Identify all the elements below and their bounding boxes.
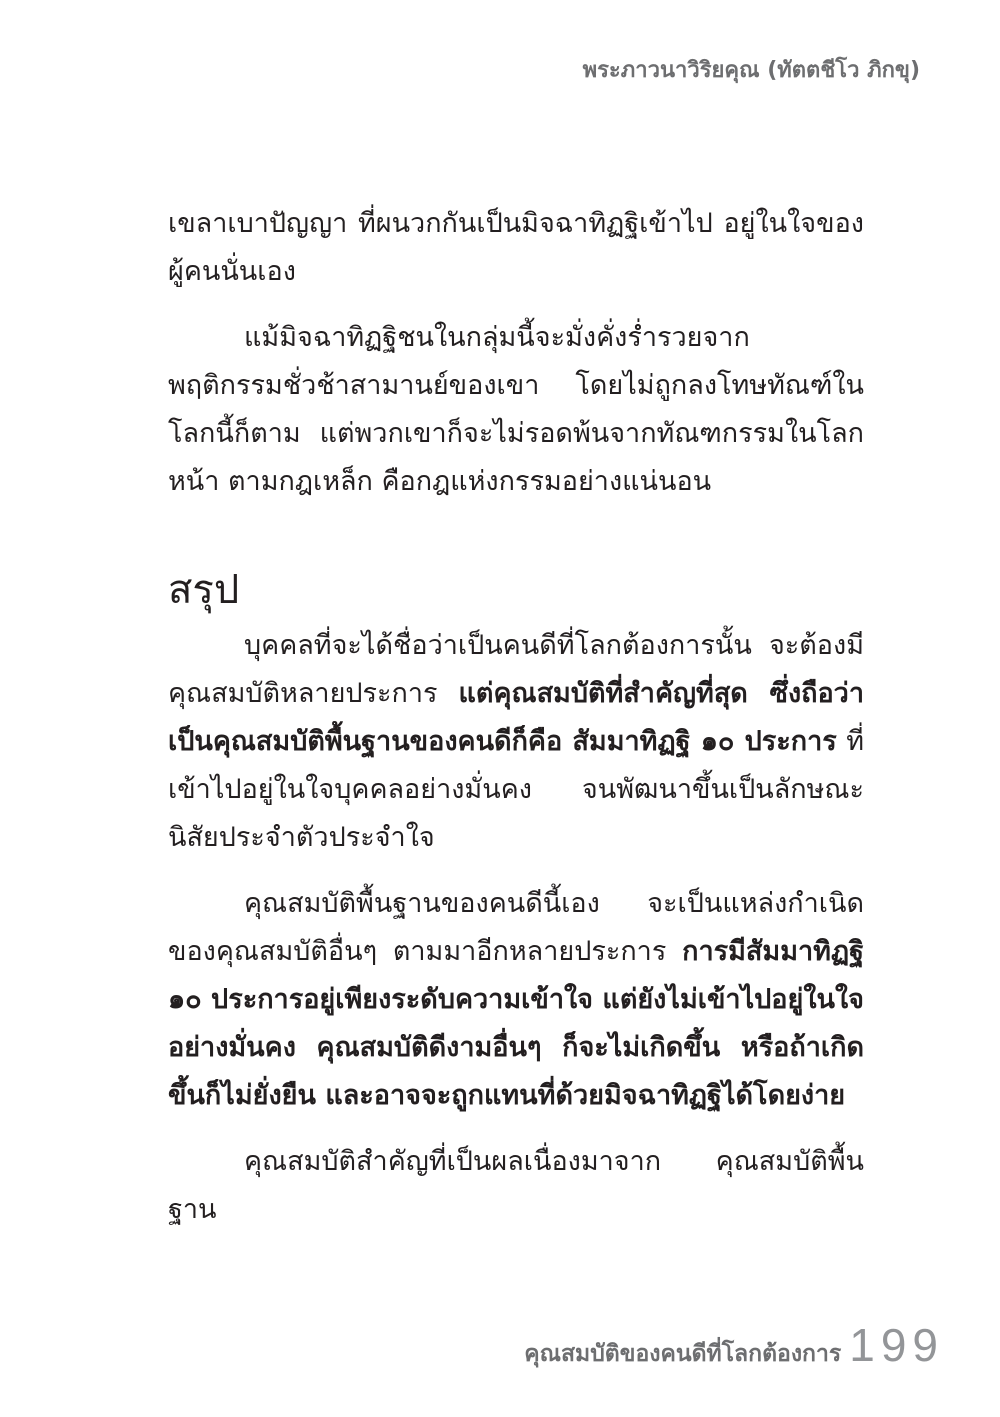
- body-text: [168, 200, 864, 1252]
- running-head: พระภาวนาวิริยคุณ (ทัตตชีโว ภิกขุ): [582, 58, 920, 83]
- paragraph-1: เขลาเบาปัญญา ที่ผนวกกันเป็นมิจฉาทิฏฐิเข้าไป อยู่ในใจของผู้คนนั่นเอง: [168, 208, 864, 287]
- page-number: 199: [849, 1319, 944, 1371]
- footer-title: คุณสมบัติของคนดีที่โลกต้องการ: [524, 1341, 842, 1367]
- paragraph-4-bold: การมีสัมมาทิฏฐิ ๑๐ ประการอยู่เพียงระดับความเข้าใจ แต่ยังไม่เข้าไปอยู่ในใจอย่างมั่นคง คุณสมบัติดีงามอื่นๆ ก็จะไม่เกิดขึ้น หรือถ้าเกิดขึ้นก็ไม่ยั่งยืน และอาจจะถูกแทนที่ด้วยมิจฉาทิฏฐิได้โดยง่าย: [168, 936, 864, 1111]
- paragraph-4-lead: คุณสมบัติพื้นฐานของคนดีนี้เอง จะเป็นแหล่งกำเนิดของคุณสมบัติอื่นๆ ตามมาอีกหลายประการ: [168, 888, 864, 967]
- section-heading: สรุป: [168, 567, 240, 613]
- paragraph-3-bold: แต่คุณสมบัติที่สำคัญที่สุด ซึ่งถือว่าเป็นคุณสมบัติพื้นฐานของคนดีก็คือ สัมมาทิฏฐิ ๑๐ ประการ: [168, 678, 865, 757]
- paragraph-2: แม้มิจฉาทิฏฐิชนในกลุ่มนี้จะมั่งคั่งร่ำรวยจากพฤติกรรมชั่วช้าสามานย์ของเขา โดยไม่ถูกลงโทษทัณฑ์ในโลกนี้ก็ตาม แต่พวกเขาก็จะไม่รอดพ้นจากทัณฑกรรมในโลกหน้า ตามกฎเหล็ก คือกฎแห่งกรรมอย่างแน่นอน: [168, 322, 864, 497]
- paragraph-3-tail: ที่เข้าไปอยู่ในใจบุคคลอย่างมั่นคง จนพัฒนาขึ้นเป็นลักษณะนิสัยประจำตัวประจำใจ: [168, 726, 864, 853]
- paragraph-3: [168, 622, 864, 862]
- paragraph-5: คุณสมบัติสำคัญที่เป็นผลเนื่องมาจาก คุณสมบัติพื้นฐาน: [168, 1146, 864, 1225]
- paragraph-3-lead: บุคคลที่จะได้ชื่อว่าเป็นคนดีที่โลกต้องการนั้น จะต้องมีคุณสมบัติหลายประการ: [168, 630, 864, 709]
- page-footer: [524, 1318, 944, 1372]
- paragraph-4: [168, 880, 864, 1120]
